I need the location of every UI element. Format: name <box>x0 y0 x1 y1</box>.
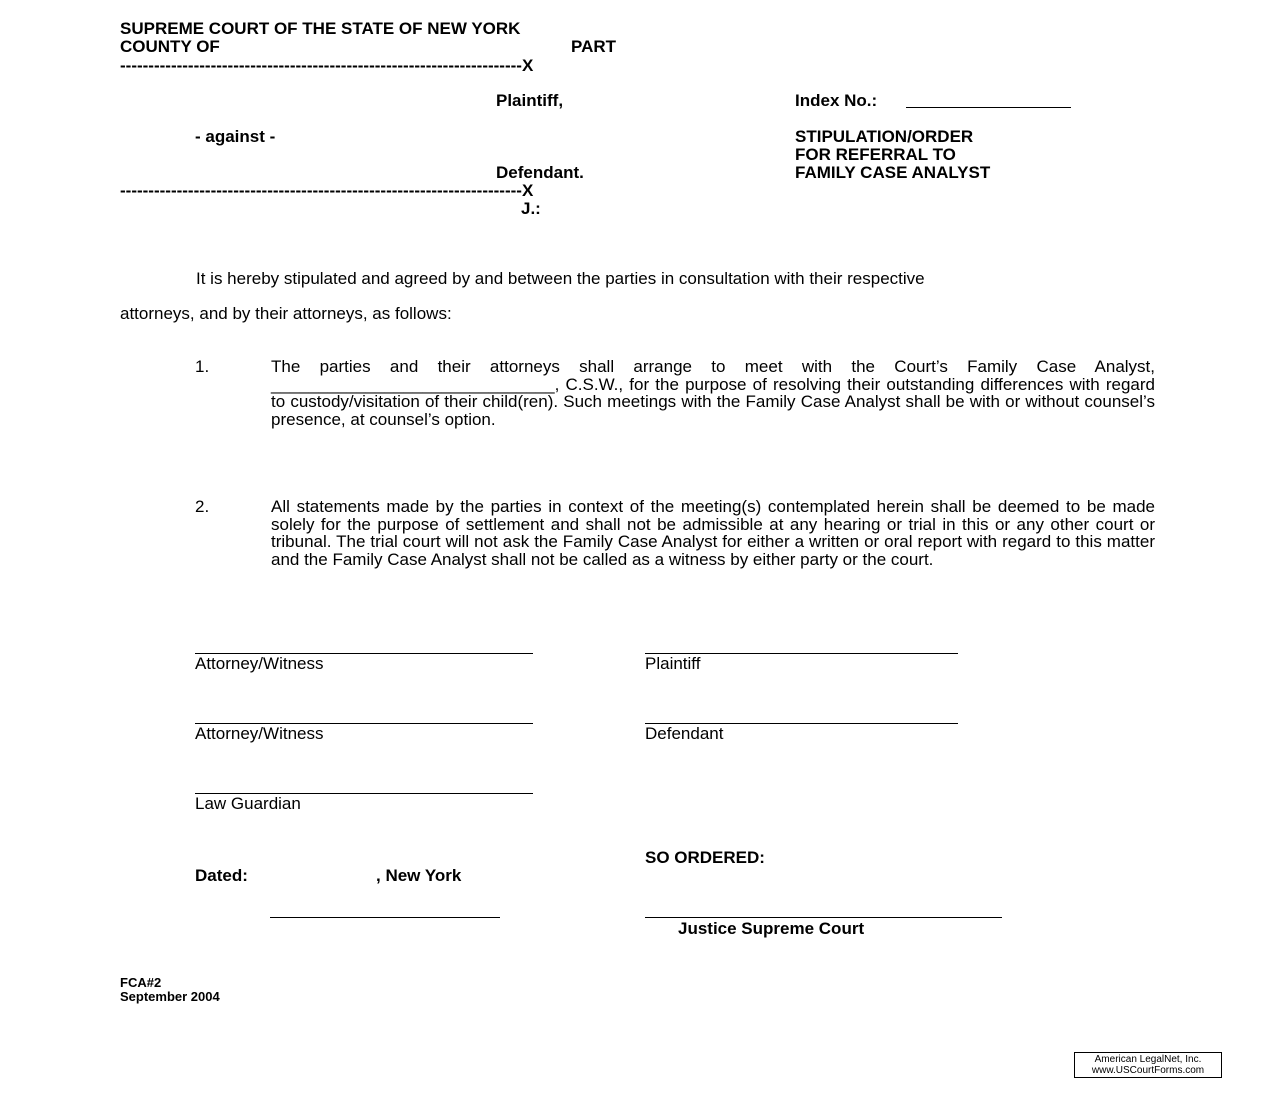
dated-place: , New York <box>376 866 462 885</box>
plaintiff-signature-label: Plaintiff <box>645 654 701 673</box>
caption-divider-bottom: -----------------------------------------------------------------------X <box>120 181 534 200</box>
item-1-number: 1. <box>195 357 210 376</box>
attorney-witness-1-label: Attorney/Witness <box>195 654 324 673</box>
document-title-line-2: FOR REFERRAL TO <box>795 145 956 164</box>
item-2-number: 2. <box>195 497 210 516</box>
judge-label: J.: <box>521 199 541 218</box>
so-ordered-label: SO ORDERED: <box>645 848 765 867</box>
dated-label: Dated: <box>195 866 248 885</box>
plaintiff-label: Plaintiff, <box>496 91 564 110</box>
caption-divider-top: -----------------------------------------------------------------------X <box>120 56 534 75</box>
item-1-text: The parties and their attorneys shall arrange to meet with the Court’s Family Case Analyst, ______________________________, C.S.W., for the purpose of resolving their outstanding differences with regard to custody/visitation of their child(ren). Such meetings with the Family Case Analyst shall be with or without counsel’s presence, at counsel’s option. <box>271 357 1155 429</box>
against-label: - against - <box>195 127 276 146</box>
date-signature-line[interactable] <box>270 917 500 918</box>
index-number-label: Index No.: <box>795 91 878 110</box>
intro-line-2: attorneys, and by their attorneys, as follows: <box>120 304 452 323</box>
vendor-name: American LegalNet, Inc. <box>1094 1054 1202 1065</box>
vendor-stamp <box>1074 1052 1222 1078</box>
vendor-url: www.USCourtForms.com <box>1091 1065 1205 1076</box>
court-title: SUPREME COURT OF THE STATE OF NEW YORK <box>120 19 521 38</box>
justice-signature-line[interactable] <box>645 917 1002 918</box>
intro-line-1: It is hereby stipulated and agreed by and between the parties in consultation with their respective <box>196 269 925 288</box>
form-date: September 2004 <box>120 989 220 1004</box>
document-title-line-3: FAMILY CASE ANALYST <box>795 163 991 182</box>
index-number-field[interactable] <box>906 107 1071 108</box>
justice-label: Justice Supreme Court <box>678 919 865 938</box>
defendant-signature-label: Defendant <box>645 724 724 743</box>
form-id: FCA#2 <box>120 975 162 990</box>
county-label: COUNTY OF <box>120 37 220 56</box>
attorney-witness-2-label: Attorney/Witness <box>195 724 324 743</box>
part-label: PART <box>571 37 617 56</box>
law-guardian-label: Law Guardian <box>195 794 301 813</box>
document-title-line-1: STIPULATION/ORDER <box>795 127 974 146</box>
defendant-label: Defendant. <box>496 163 584 182</box>
item-2-text: All statements made by the parties in context of the meeting(s) contemplated herein shall be deemed to be made solely for the purpose of settlement and shall not be admissible at any hearing or trial in this or any other court or tribunal. The trial court will not ask the Family Case Analyst for either a written or oral report with regard to this matter and the Family Case Analyst shall not be called as a witness by either party or the court. <box>271 497 1155 569</box>
